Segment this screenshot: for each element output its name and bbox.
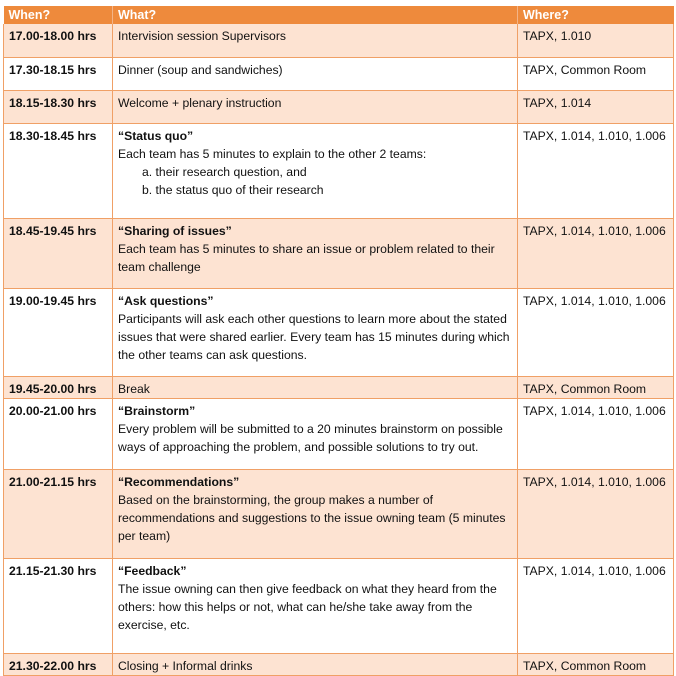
schedule-table <box>3 6 674 676</box>
cell-when: 18.15-18.30 hrs <box>4 90 113 123</box>
activity-title: “Ask questions” <box>118 293 214 308</box>
activity-subitem: b. the status quo of their research <box>142 182 324 197</box>
cell-when: 19.45-20.00 hrs <box>4 376 113 398</box>
cell-where: TAPX, 1.014, 1.010, 1.006 <box>518 469 674 558</box>
activity-description: Intervision session Supervisors <box>118 29 286 43</box>
table-row <box>4 469 674 558</box>
table-row <box>4 218 674 288</box>
activity-subitem: a. their research question, and <box>142 164 307 179</box>
cell-where: TAPX, 1.014, 1.010, 1.006 <box>518 123 674 218</box>
cell-when: 21.15-21.30 hrs <box>4 558 113 653</box>
cell-when: 19.00-19.45 hrs <box>4 288 113 376</box>
header-where: Where? <box>518 6 674 24</box>
cell-where: TAPX, Common Room <box>518 653 674 675</box>
activity-description: Welcome + plenary instruction <box>118 95 282 110</box>
activity-description: Closing + Informal drinks <box>118 658 253 673</box>
cell-where: TAPX, 1.014 <box>518 90 674 123</box>
activity-description: Based on the brainstorming, the group makes a number of recommendations and suggestions to the issue owning team (5 minutes per team) <box>118 492 506 543</box>
table-row <box>4 288 674 376</box>
cell-what <box>113 558 518 653</box>
schedule-body <box>4 24 674 675</box>
cell-what <box>113 653 518 675</box>
table-row <box>4 376 674 398</box>
activity-description: Each team has 5 minutes to explain to the other 2 teams: <box>118 146 427 161</box>
cell-when: 21.00-21.15 hrs <box>4 469 113 558</box>
cell-what <box>113 24 518 57</box>
header-what: What? <box>113 6 518 24</box>
table-row <box>4 123 674 218</box>
table-row <box>4 558 674 653</box>
cell-where: TAPX, Common Room <box>518 376 674 398</box>
activity-description: Each team has 5 minutes to share an issue or problem related to their team challenge <box>118 241 495 274</box>
cell-what <box>113 376 518 398</box>
cell-what <box>113 57 518 90</box>
cell-where: TAPX, Common Room <box>518 57 674 90</box>
header-row <box>4 6 674 24</box>
cell-where: TAPX, 1.014, 1.010, 1.006 <box>518 398 674 469</box>
table-row <box>4 57 674 90</box>
activity-title: “Feedback” <box>118 563 187 578</box>
activity-description: The issue owning can then give feedback on what they heard from the others: how this helps or not, what can he/she take away from the exercise, etc. <box>118 581 497 632</box>
activity-description: Break <box>118 381 150 396</box>
activity-description: Dinner (soup and sandwiches) <box>118 62 283 77</box>
cell-when: 18.30-18.45 hrs <box>4 123 113 218</box>
activity-title: “Recommendations” <box>118 474 240 489</box>
cell-where: TAPX, 1.010 <box>518 24 674 57</box>
cell-when: 21.30-22.00 hrs <box>4 653 113 675</box>
activity-description: Every problem will be submitted to a 20 minutes brainstorm on possible ways of approaching the problem, and possible solutions to try out. <box>118 421 503 454</box>
table-row <box>4 90 674 123</box>
cell-when: 18.45-19.45 hrs <box>4 218 113 288</box>
cell-where: TAPX, 1.014, 1.010, 1.006 <box>518 288 674 376</box>
cell-when: 17.30-18.15 hrs <box>4 57 113 90</box>
cell-what <box>113 123 518 218</box>
table-row <box>4 24 674 57</box>
cell-where: TAPX, 1.014, 1.010, 1.006 <box>518 218 674 288</box>
activity-description: Participants will ask each other questions to learn more about the stated issues that were shared earlier. Every team has 15 minutes during which the other teams can ask questions. <box>118 311 510 362</box>
cell-what <box>113 218 518 288</box>
activity-title: “Status quo” <box>118 128 194 143</box>
cell-where: TAPX, 1.014, 1.010, 1.006 <box>518 558 674 653</box>
cell-what <box>113 469 518 558</box>
cell-when: 20.00-21.00 hrs <box>4 398 113 469</box>
cell-when: 17.00-18.00 hrs <box>4 24 113 57</box>
activity-title: “Sharing of issues” <box>118 223 232 238</box>
cell-what <box>113 288 518 376</box>
cell-what <box>113 90 518 123</box>
activity-title: “Brainstorm” <box>118 403 196 418</box>
cell-what <box>113 398 518 469</box>
header-when: When? <box>4 6 113 24</box>
table-row <box>4 653 674 675</box>
table-row <box>4 398 674 469</box>
